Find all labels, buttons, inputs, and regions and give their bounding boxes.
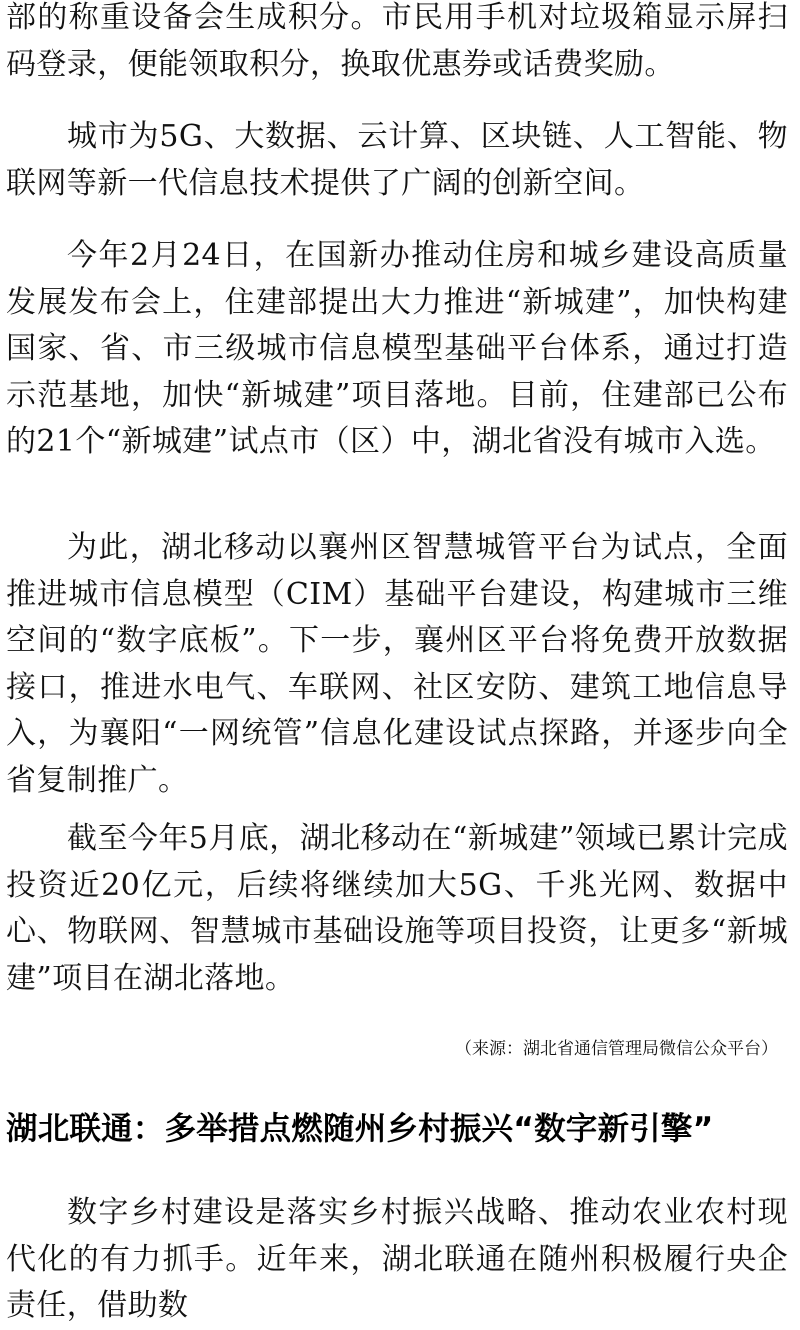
article-paragraph-1: 部的称重设备会生成积分。市民用手机对垃圾箱显示屏扫码登录，便能领取积分，换取优惠券或话费奖励。 <box>6 0 788 82</box>
article-paragraph-4: 为此，湖北移动以襄州区智慧城管平台为试点，全面推进城市信息模型（CIM）基础平台建设，构建城市三维空间的“数字底板”。下一步，襄州区平台将免费开放数据接口，推进水电气、车联网、社区安防、建筑工地信息导入，为襄阳“一网统管”信息化建设试点探路，并逐步向全省复制推广。 <box>6 530 788 798</box>
section-heading: 湖北联通：多举措点燃随州乡村振兴“数字新引擎” <box>6 1111 714 1147</box>
article-paragraph-3: 今年2月24日，在国新办推动住房和城乡建设高质量发展发布会上，住建部提出大力推进“新城建”，加快构建国家、省、市三级城市信息模型基础平台体系，通过打造示范基地，加快“新城建”项目落地。目前，住建部已公布的21个“新城建”试点市（区）中，湖北省没有城市入选。 <box>6 238 788 459</box>
next-article-paragraph-1: 数字乡村建设是落实乡村振兴战略、推动农业农村现代化的有力抓手。近年来，湖北联通在随州积极履行央企责任，借助数 <box>6 1195 788 1323</box>
source-attribution: （来源：湖北省通信管理局微信公众平台） <box>455 1039 778 1059</box>
article-paragraph-5: 截至今年5月底，湖北移动在“新城建”领域已累计完成投资近20亿元，后续将继续加大5G、千兆光网、数据中心、物联网、智慧城市基础设施等项目投资，让更多“新城建”项目在湖北落地。 <box>6 821 788 996</box>
article-paragraph-2: 城市为5G、大数据、云计算、区块链、人工智能、物联网等新一代信息技术提供了广阔的创新空间。 <box>6 119 788 201</box>
